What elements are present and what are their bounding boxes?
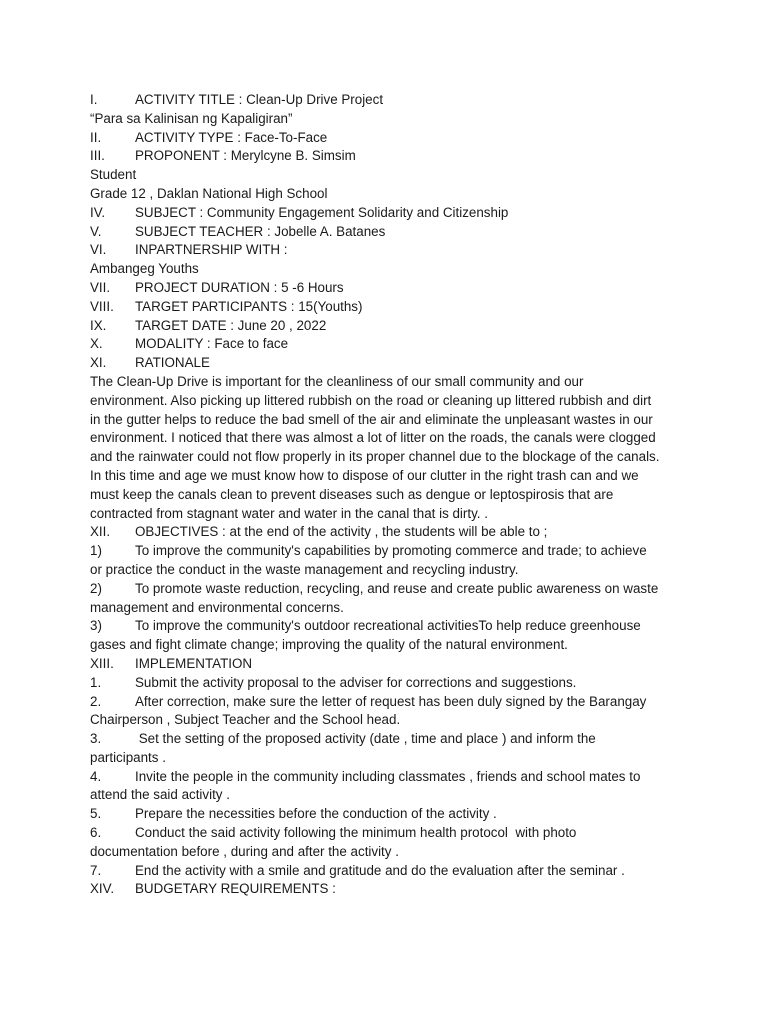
step-continuation: participants .	[90, 749, 166, 765]
modality: MODALITY : Face to face	[135, 336, 289, 352]
step-text: Invite the people in the community including classmates , friends and school mates to	[135, 768, 641, 784]
implementation-heading: IMPLEMENTATION	[135, 655, 253, 671]
paragraph-line: In this time and age we must know how to dispose of our clutter in the right trash can and we	[90, 467, 639, 483]
step-continuation: documentation before , during and after the activity .	[90, 843, 399, 859]
objective-item	[90, 580, 690, 618]
rationale-paragraph	[90, 373, 682, 523]
objective-continuation: gases and fight climate change; improving the quality of the natural environment.	[90, 637, 568, 653]
proponent-line	[90, 147, 690, 166]
objective-item	[90, 542, 690, 580]
paragraph-line: in the gutter helps to reduce the bad smell of the air and eliminate the unpleasant wastes in our	[90, 411, 653, 427]
subject-teacher-line	[90, 223, 690, 242]
activity-type: ACTIVITY TYPE : Face-To-Face	[135, 129, 328, 145]
proponent-role: Student	[90, 167, 137, 183]
objectives-heading: OBJECTIVES : at the end of the activity , the students will be able to ;	[135, 524, 548, 540]
section-number: VII.	[90, 279, 111, 295]
budget-heading: BUDGETARY REQUIREMENTS :	[135, 881, 336, 897]
section-number: XI.	[90, 355, 107, 371]
step-text: After correction, make sure the letter of request has been duly signed by the Barangay	[135, 693, 647, 709]
partnership-line	[90, 241, 690, 260]
target-date-line	[90, 317, 690, 336]
section-number: III.	[90, 148, 105, 164]
step-text: Set the setting of the proposed activity (date , time and place ) and inform the	[135, 731, 596, 747]
participants-line	[90, 298, 690, 317]
implementation-step	[90, 805, 690, 824]
modality-line	[90, 335, 690, 354]
section-number: I.	[90, 92, 98, 107]
item-number: 2.	[90, 693, 102, 709]
document-page	[90, 91, 690, 899]
item-number: 1)	[90, 543, 102, 559]
step-text: Submit the activity proposal to the adviser for corrections and suggestions.	[135, 674, 577, 690]
item-number: 4.	[90, 768, 102, 784]
item-number: 6.	[90, 825, 102, 841]
subject-line	[90, 204, 690, 223]
implementation-heading-line	[90, 655, 690, 674]
section-number: X.	[90, 336, 103, 352]
paragraph-line: and the rainwater could not flow properly in its proper channel due to the blockage of the canals.	[90, 449, 660, 465]
partner-name: Ambangeg Youths	[90, 261, 199, 277]
objective-continuation: management and environmental concerns.	[90, 599, 344, 615]
implementation-step	[90, 674, 690, 693]
implementation-step	[90, 862, 690, 881]
item-number: 3)	[90, 618, 102, 634]
section-number: XIII.	[90, 655, 114, 671]
subject: SUBJECT : Community Engagement Solidarity and Citizenship	[135, 204, 509, 220]
objective-item	[90, 617, 690, 655]
proponent-school: Grade 12 , Daklan National High School	[90, 185, 328, 201]
section-number: VIII.	[90, 298, 114, 314]
paragraph-line: contracted from stagnant water and water in the canal that is dirty. .	[90, 505, 488, 521]
paragraph-line: The Clean-Up Drive is important for the cleanliness of our small community and our	[90, 373, 584, 389]
activity-subtitle: “Para sa Kalinisan ng Kapaligiran”	[90, 110, 293, 126]
section-number: II.	[90, 129, 102, 145]
activity-title-line	[90, 91, 690, 110]
objectives-heading-line	[90, 523, 690, 542]
section-number: V.	[90, 223, 102, 239]
budget-heading-line	[90, 880, 690, 899]
activity-title: ACTIVITY TITLE : Clean-Up Drive Project	[135, 92, 384, 107]
section-number: IV.	[90, 204, 106, 220]
objective-text: To promote waste reduction, recycling, and reuse and create public awareness on waste	[135, 580, 659, 596]
step-continuation: attend the said activity .	[90, 787, 230, 803]
implementation-step	[90, 824, 690, 862]
item-number: 2)	[90, 580, 102, 596]
section-number: IX.	[90, 317, 107, 333]
step-continuation: Chairperson , Subject Teacher and the School head.	[90, 712, 401, 728]
item-number: 1.	[90, 674, 102, 690]
rationale-heading: RATIONALE	[135, 355, 210, 371]
objective-text: To improve the community's outdoor recreational activitiesTo help reduce greenhouse	[135, 618, 641, 634]
step-text: End the activity with a smile and gratitude and do the evaluation after the seminar .	[135, 862, 625, 878]
section-number: XII.	[90, 524, 111, 540]
item-number: 3.	[90, 731, 102, 747]
target-participants: TARGET PARTICIPANTS : 15(Youths)	[135, 298, 363, 314]
item-number: 5.	[90, 806, 102, 822]
subject-teacher: SUBJECT TEACHER : Jobelle A. Batanes	[135, 223, 386, 239]
item-number: 7.	[90, 862, 102, 878]
objective-text: To improve the community's capabilities by promoting commerce and trade; to achieve	[135, 543, 647, 559]
paragraph-line: must keep the canals clean to prevent diseases such as dengue or leptospirosis that are	[90, 486, 614, 502]
objective-continuation: or practice the conduct in the waste management and recycling industry.	[90, 561, 519, 577]
duration-line	[90, 279, 690, 298]
implementation-step	[90, 730, 690, 768]
paragraph-line: environment. I noticed that there was almost a lot of litter on the roads, the canals were clogged	[90, 430, 656, 446]
section-number: VI.	[90, 242, 107, 258]
implementation-step	[90, 768, 690, 806]
project-duration: PROJECT DURATION : 5 -6 Hours	[135, 279, 344, 295]
proponent: PROPONENT : Merylcyne B. Simsim	[135, 148, 356, 164]
target-date: TARGET DATE : June 20 , 2022	[135, 317, 327, 333]
paragraph-line: environment. Also picking up littered rubbish on the road or cleaning up littered rubbish and dirt	[90, 392, 652, 408]
implementation-step	[90, 693, 690, 731]
step-text: Prepare the necessities before the conduction of the activity .	[135, 806, 497, 822]
activity-type-line	[90, 129, 690, 148]
rationale-heading-line	[90, 354, 690, 373]
step-text: Conduct the said activity following the minimum health protocol with photo	[135, 825, 577, 841]
partnership: INPARTNERSHIP WITH :	[135, 242, 288, 258]
section-number: XIV.	[90, 881, 115, 897]
